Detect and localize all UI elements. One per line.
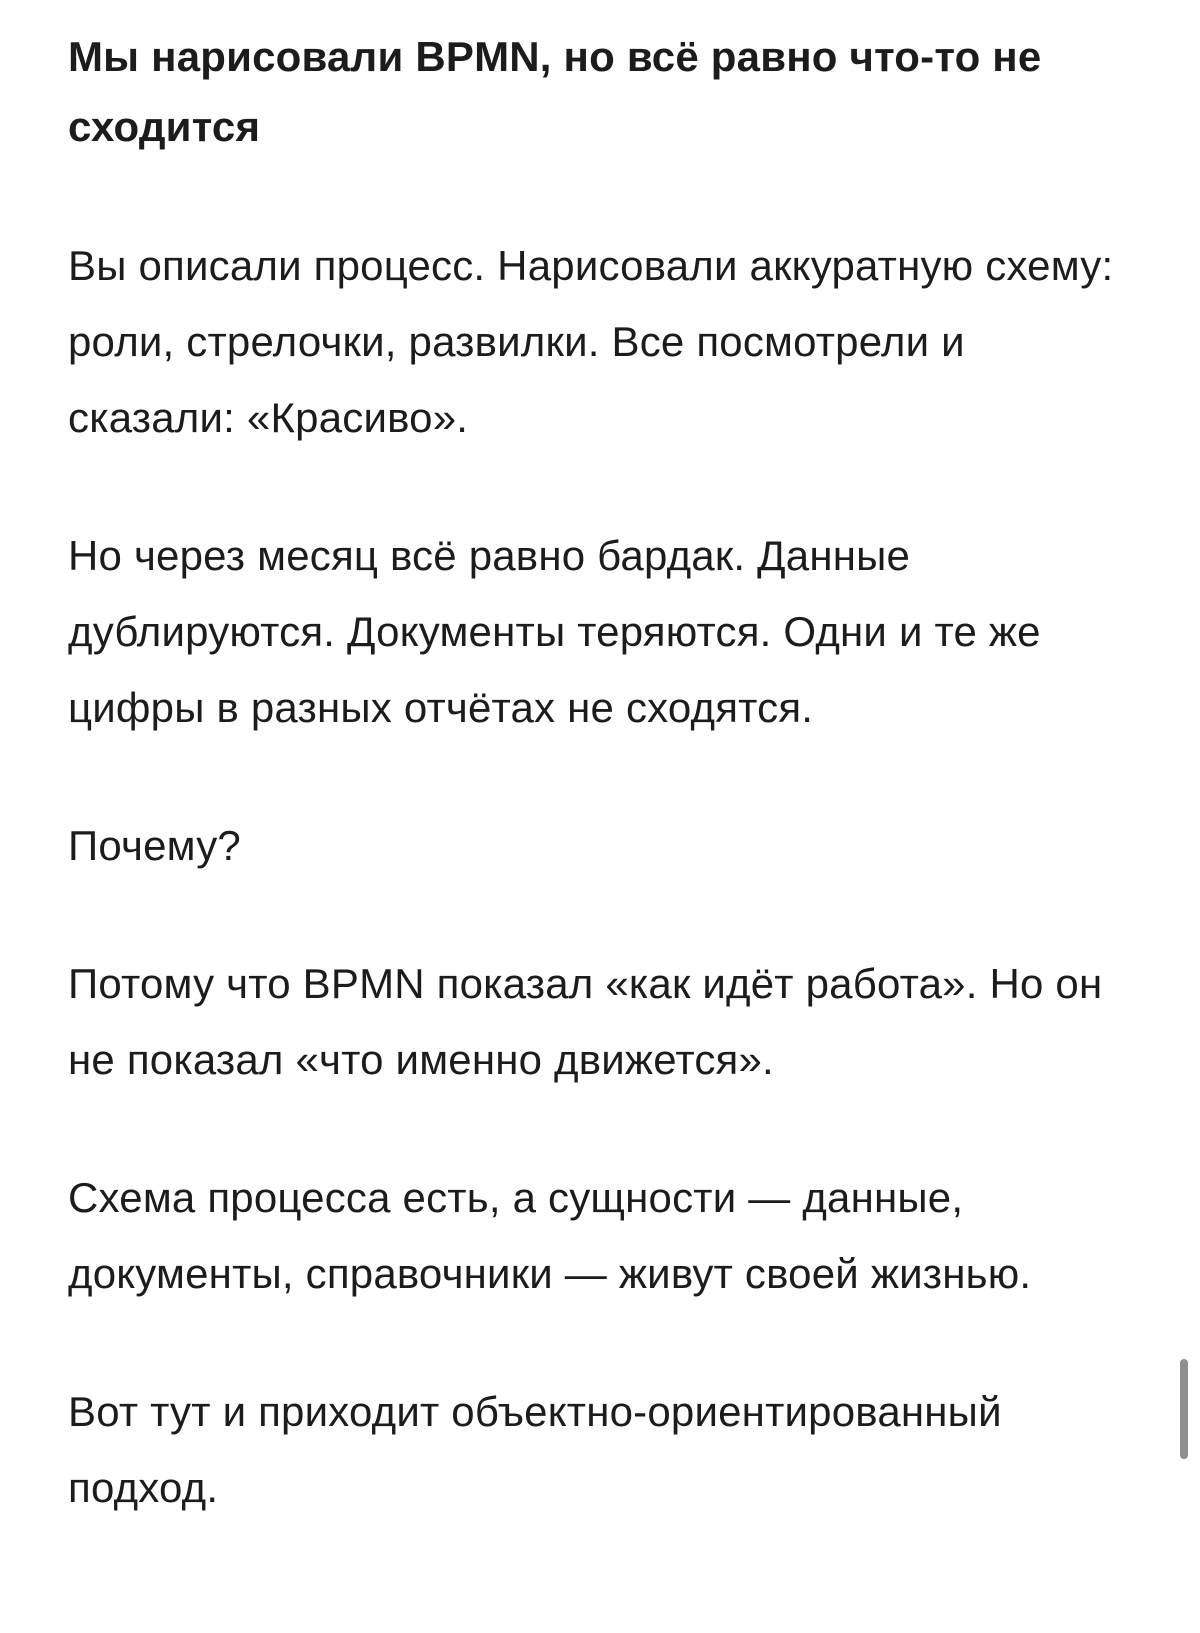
spacer <box>68 1098 1128 1160</box>
article-title: Мы нарисовали BPMN, но всё равно что-то не сходится <box>68 33 1042 150</box>
paragraph-3: Почему? <box>68 822 241 869</box>
paragraph-5: Схема процесса есть, а сущности — данные, документы, справочники — живут своей жизнью. <box>68 1174 1032 1297</box>
paragraph-6: Вот тут и приходит объектно-ориентированный подход. <box>68 1388 1002 1511</box>
paragraph-4: Потому что BPMN показал «как идёт работа». Но он не показал «что именно движется». <box>68 960 1103 1083</box>
paragraph-1: Вы описали процесс. Нарисовали аккуратную схему: роли, стрелочки, развилки. Все посмотрели и сказали: «Красиво». <box>68 242 1114 441</box>
spacer <box>68 884 1128 946</box>
spacer <box>68 746 1128 808</box>
spacer <box>68 456 1128 518</box>
article <box>68 22 1128 1526</box>
vertical-scrollbar[interactable] <box>1180 1359 1188 1459</box>
spacer <box>68 1312 1128 1374</box>
paragraph-2: Но через месяц всё равно бардак. Данные дублируются. Документы теряются. Одни и те же цифры в разных отчётах не сходятся. <box>68 532 1041 731</box>
spacer <box>68 162 1128 228</box>
